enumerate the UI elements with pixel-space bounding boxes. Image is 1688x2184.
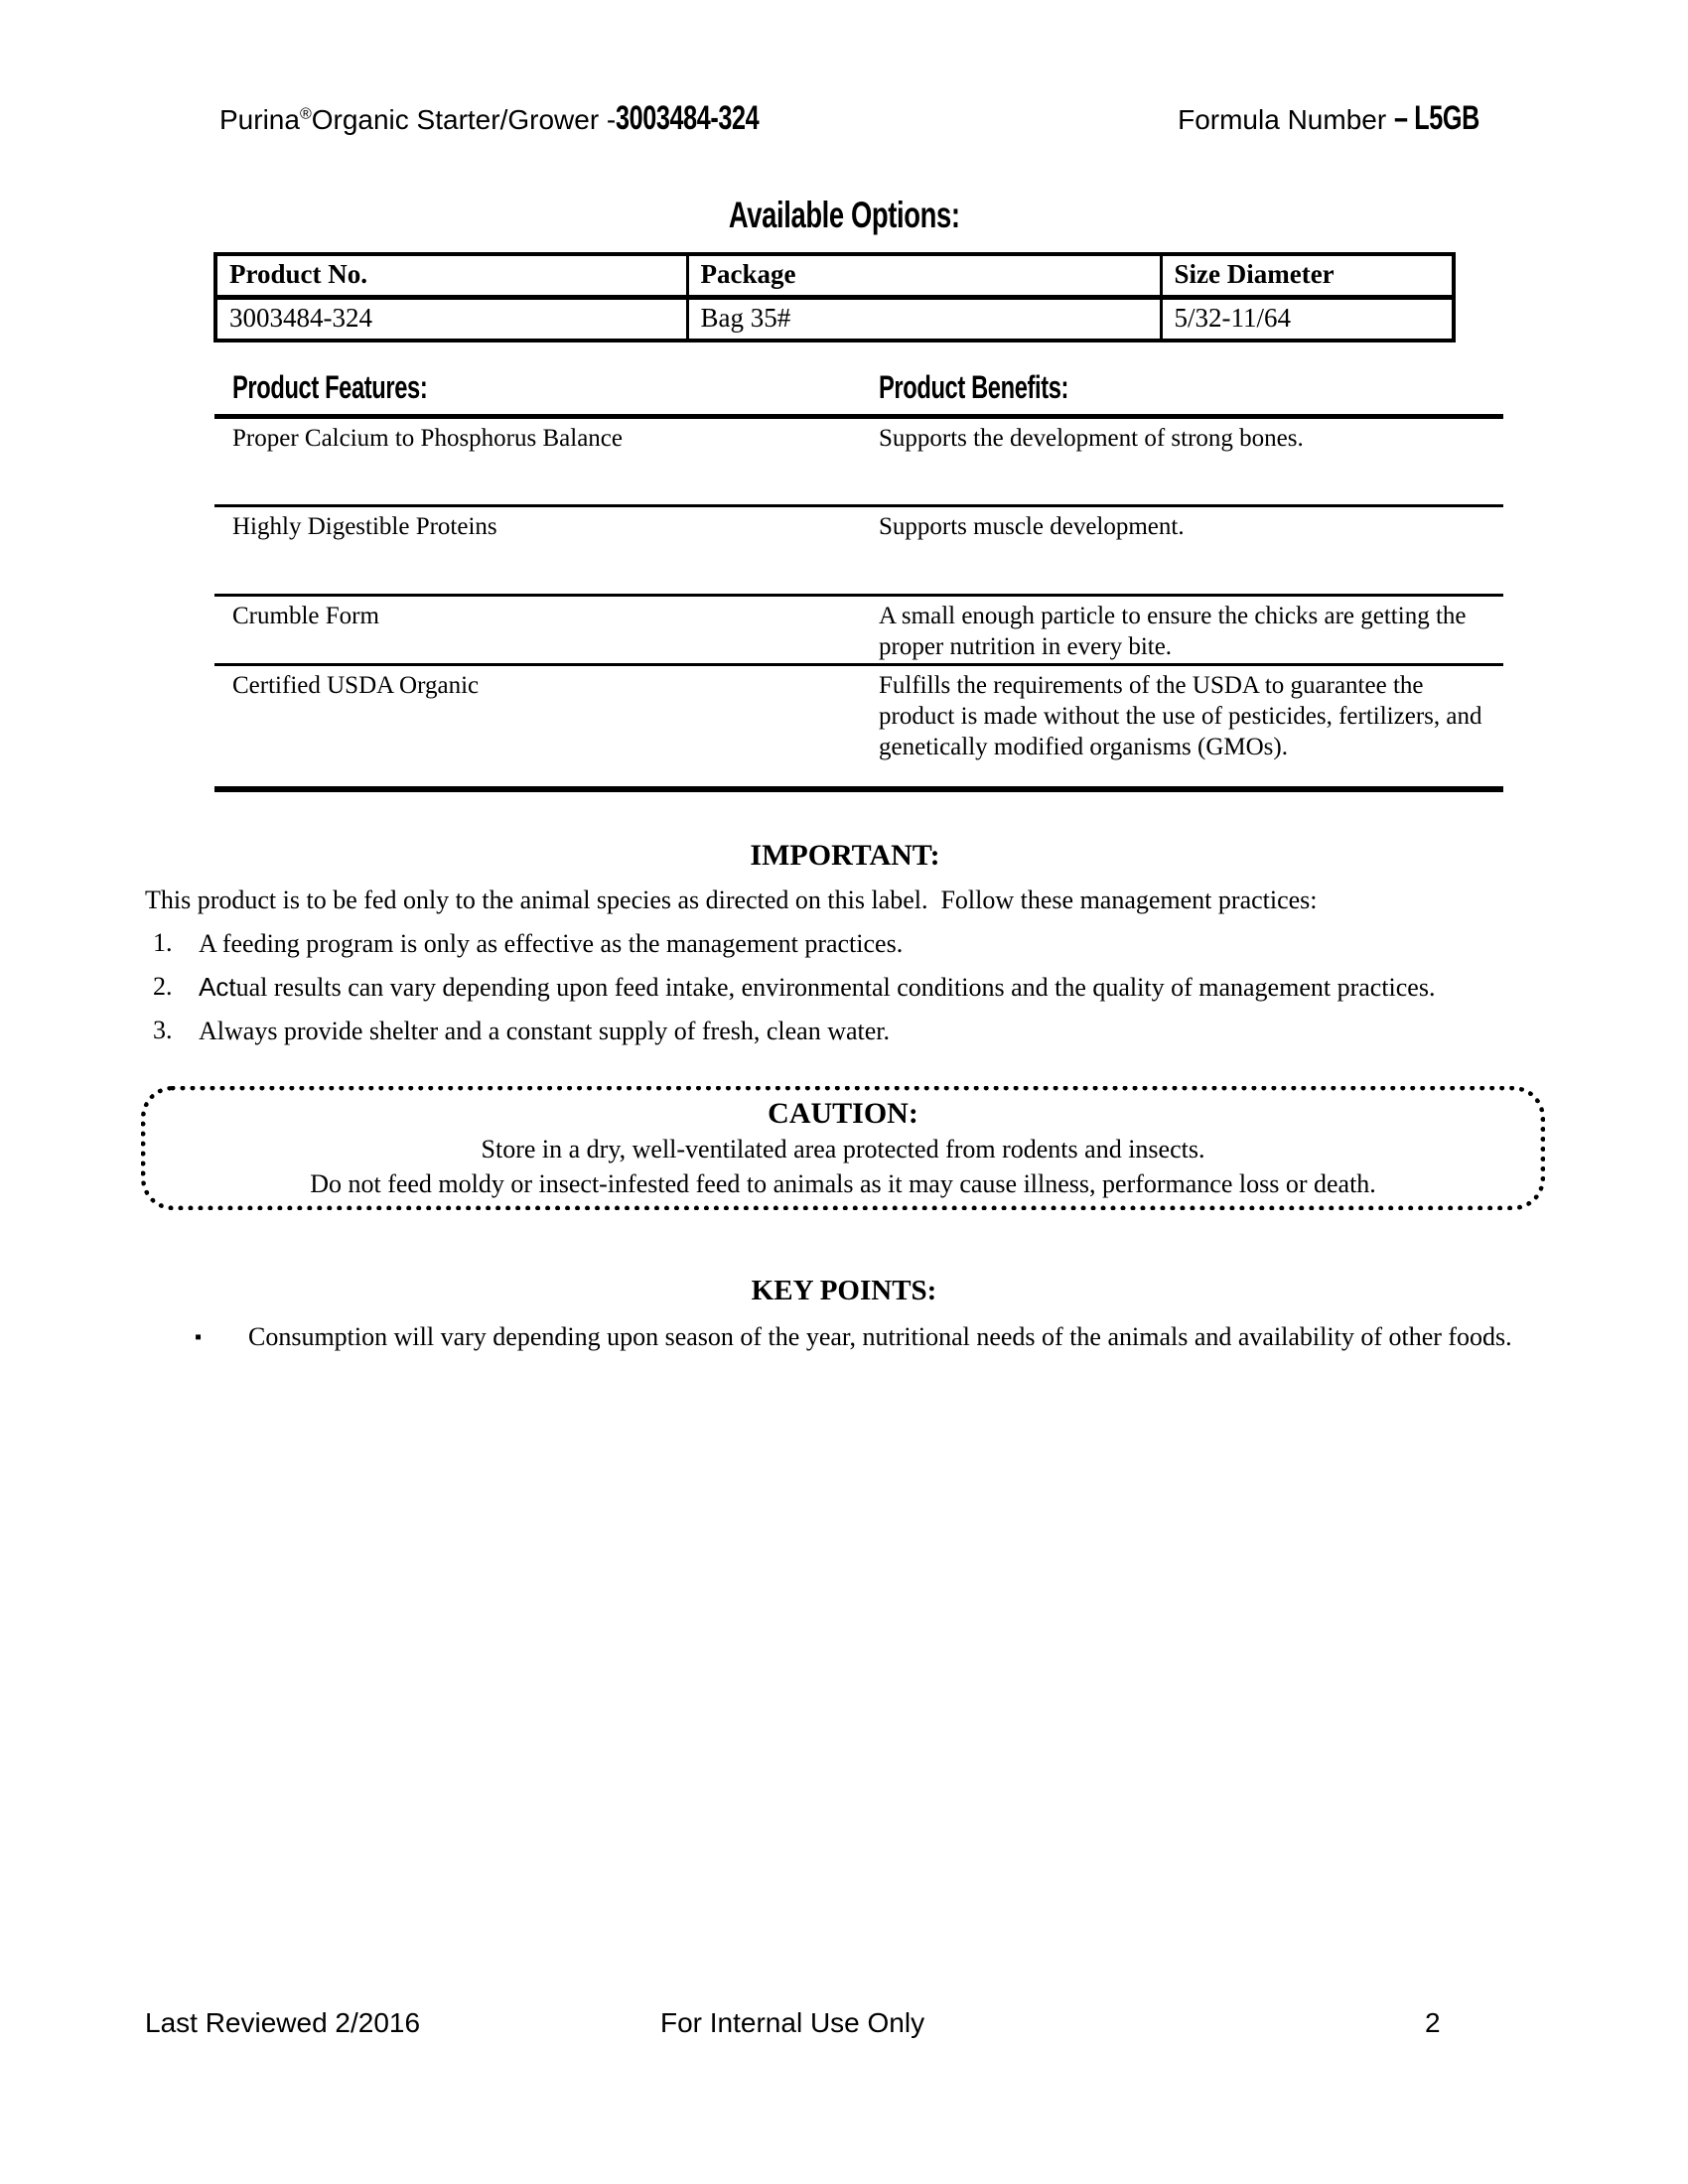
features-header: Product Features:	[232, 369, 428, 405]
important-intro: This product is to be fed only to the animal species as directed on this label. Follow these management practices:	[145, 886, 1318, 914]
benefit-text: Supports muscle development.	[879, 513, 1185, 540]
feature-text: Highly Digestible Proteins	[232, 513, 497, 540]
table-row	[215, 298, 1454, 341]
table-header-row	[215, 254, 1454, 298]
available-options-table	[213, 252, 1456, 342]
key-point-text: Consumption will vary depending upon season of the year, nutritional needs of the animals and availability of other foods.	[248, 1322, 1512, 1351]
feature-row	[214, 663, 1503, 792]
available-options-title: Available Options:	[728, 195, 960, 235]
feature-row	[214, 504, 1503, 594]
item-number: 1.	[153, 928, 173, 957]
caution-line: Store in a dry, well-ventilated area protected from rodents and insects.	[481, 1135, 1205, 1163]
brand-name: Purina	[219, 104, 300, 135]
col-header-size-diameter: Size Diameter	[1161, 254, 1454, 298]
cell-product-no: 3003484-324	[215, 298, 687, 341]
formula-label: Formula Number	[1178, 104, 1394, 135]
product-name: Organic Starter/Grower -	[311, 104, 617, 135]
important-title: IMPORTANT:	[750, 839, 940, 872]
list-item	[145, 1014, 1545, 1048]
key-points-title: KEY POINTS:	[751, 1275, 937, 1306]
cell-package: Bag 35#	[687, 298, 1161, 341]
page-header	[219, 99, 1509, 138]
list-item	[0, 1320, 1688, 1354]
formula-code: – L5GB	[1393, 99, 1479, 137]
feature-text: Proper Calcium to Phosphorus Balance	[232, 425, 623, 452]
item-text: A feeding program is only as effective as the management practices.	[199, 929, 904, 958]
key-points-section	[0, 1275, 1688, 1354]
benefit-text: Fulfills the requirements of the USDA to guarantee the product is made without the use of pesticides, fertilizers, and genetically modified organisms (GMOs).	[879, 672, 1482, 760]
col-header-package: Package	[687, 254, 1161, 298]
caution-title: CAUTION:	[768, 1097, 918, 1130]
header-formula	[1178, 99, 1509, 138]
important-section	[145, 839, 1545, 1048]
features-benefits-table	[214, 369, 1503, 792]
page-footer	[0, 2007, 1688, 2051]
caution-line: Do not feed moldy or insect-infested feed to animals as it may cause illness, performance loss or death.	[310, 1169, 1376, 1198]
item-number: 3.	[153, 1016, 173, 1044]
header-product-title	[219, 99, 809, 138]
page-number: 2	[1425, 2007, 1441, 2038]
benefits-header: Product Benefits:	[879, 369, 1069, 405]
list-item	[145, 926, 1545, 961]
registered-trademark-symbol: ®	[299, 105, 312, 123]
feature-text: Certified USDA Organic	[232, 672, 480, 699]
feature-row	[214, 594, 1503, 663]
footer-internal-use: For Internal Use Only	[660, 2007, 925, 2038]
square-bullet-icon: ▪	[195, 1326, 203, 1348]
item-lead: Act	[199, 972, 236, 1002]
product-code: 3003484-324	[616, 99, 760, 137]
benefit-text: A small enough particle to ensure the chicks are getting the proper nutrition in every bite.	[879, 603, 1467, 660]
item-text: Actual results can vary depending upon feed intake, environmental conditions and the quality of management practices.	[199, 972, 1436, 1002]
footer-last-reviewed: Last Reviewed 2/2016	[145, 2007, 421, 2038]
list-item	[145, 970, 1545, 1005]
item-text: Always provide shelter and a constant supply of fresh, clean water.	[199, 1017, 891, 1045]
feature-text: Crumble Form	[232, 603, 379, 629]
benefit-text: Supports the development of strong bones.	[879, 425, 1304, 452]
feature-row	[214, 414, 1503, 504]
cell-size-diameter: 5/32-11/64	[1161, 298, 1454, 341]
caution-box	[141, 1086, 1545, 1210]
item-number: 2.	[153, 972, 173, 1001]
col-header-product-no: Product No.	[215, 254, 687, 298]
features-table-header	[214, 369, 1503, 414]
